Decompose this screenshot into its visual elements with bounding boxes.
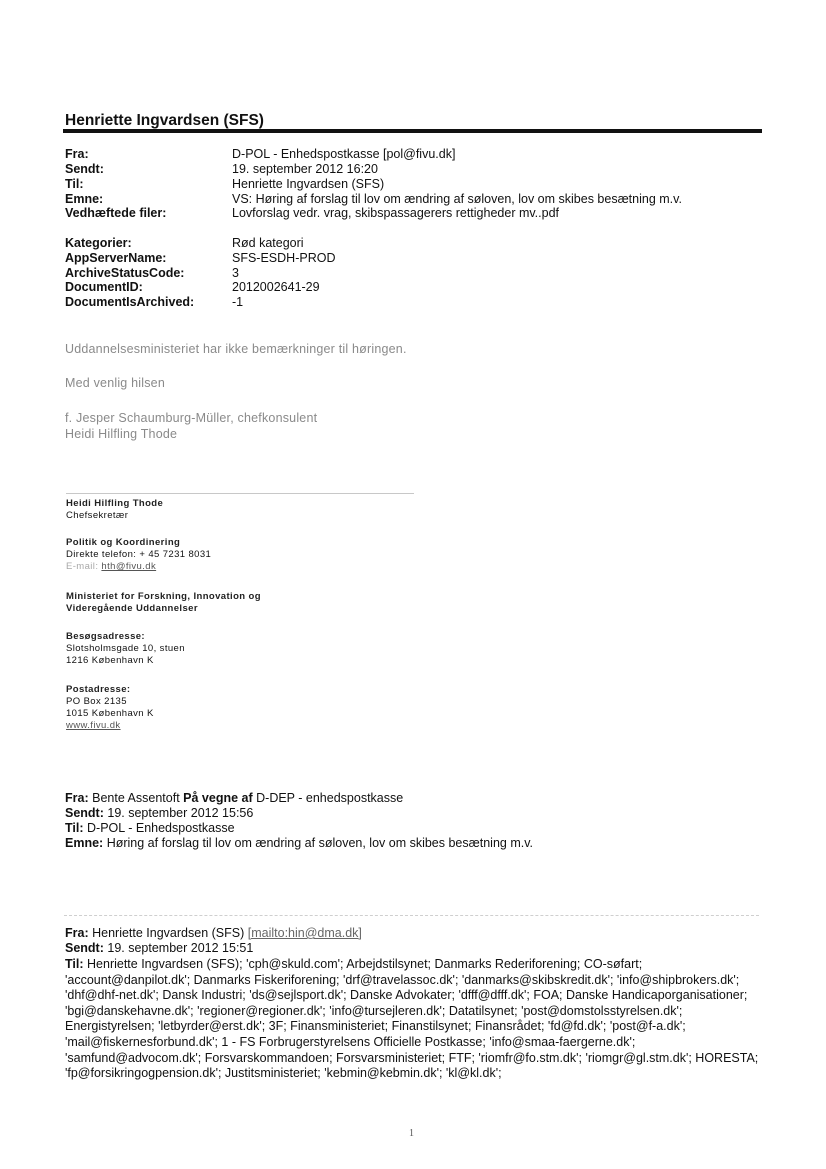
- greeting: Med venlig hilsen: [65, 376, 165, 390]
- sendt-value: 19. september 2012 16:20: [232, 162, 378, 176]
- archive-status-label: ArchiveStatusCode:: [65, 266, 185, 280]
- fwd2-from: Fra: Henriette Ingvardsen (SFS) [mailto:hin@dma.dk]: [65, 926, 362, 940]
- signer-name: Heidi Hilfling Thode: [65, 427, 178, 441]
- message-separator: [64, 915, 759, 916]
- sig-dept: Politik og Koordinering: [66, 537, 181, 548]
- emne-value: VS: Høring af forslag til lov om ændring af søloven, lov om skibes besætning m.v.: [232, 192, 682, 206]
- sig-web-row: [66, 720, 121, 731]
- sig-post-label: Postadresse:: [66, 684, 131, 695]
- fra-label: Fra:: [65, 147, 89, 161]
- til-label: Til:: [65, 177, 84, 191]
- attachments-value[interactable]: Lovforslag vedr. vrag, skibspassagerers rettigheder mv..pdf: [232, 206, 560, 220]
- sig-post-box: PO Box 2135: [66, 696, 127, 707]
- appserver-value: SFS-ESDH-PROD: [232, 251, 336, 265]
- sig-visit-street: Slotsholmsgade 10, stuen: [66, 643, 185, 654]
- fra-value: D-POL - Enhedspostkasse [pol@fivu.dk]: [232, 147, 456, 161]
- document-id-label: DocumentID:: [65, 280, 143, 294]
- sig-email-row: E-mail: hth@fivu.dk: [66, 561, 157, 572]
- signature-divider: [66, 493, 414, 494]
- sig-visit-city: 1216 København K: [66, 655, 154, 666]
- document-archived-label: DocumentIsArchived:: [65, 295, 195, 309]
- document-archived-value: -1: [232, 295, 244, 309]
- owner-name: Henriette Ingvardsen (SFS): [65, 112, 264, 129]
- til-value: Henriette Ingvardsen (SFS): [232, 177, 385, 191]
- fwd2-recipients: Til: Henriette Ingvardsen (SFS); 'cph@skuld.com'; Arbejdstilsynet; Danmarks Rederiforening; CO-søfart; 'account@danpilot.dk'; Danmarks Fiskeriforening; 'drf@travelassoc.dk'; 'danmarks@skibskredit.dk'; 'info@shipbrokers.dk'; 'dhf@dhf-net.dk'; Dansk Industri; 'ds@sejlsport.dk'; Danske Advokater; 'dfff@dfff.dk'; FOA; Danske Handicaporganisationer; 'bgi@danskehavne.dk'; 'regioner@regioner.dk'; 'info@tursejleren.dk'; Datatilsynet; 'post@domstolsstyrelsen.dk'; Energistyrelsen; 'letbyrder@erst.dk'; 3F; Finansministeriet; Finanstilsynet; Finansrådet; 'fd@fd.dk'; 'post@f-a.dk'; 'mail@fiskernesforbund.dk'; 1 - FS Forbrugerstyrelsens Officielle Postkasse; 'info@smaa-faergerne.dk'; 'samfund@advocom.dk'; Forsvarskommandoen; Forsvarsministeriet; FTF; 'riomfr@fo.stm.dk'; 'riomgr@gl.stm.dk'; HORESTA; 'fp@forsikringogpension.dk'; Justitsministeriet; 'kebmin@kebmin.dk'; 'kl@kl.dk';: [65, 957, 759, 1081]
- page-number: 1: [409, 1128, 414, 1139]
- sig-name: Heidi Hilfling Thode: [66, 498, 164, 509]
- sig-ministry: Ministeriet for Forskning, Innovation og: [66, 591, 261, 602]
- emne-label: Emne:: [65, 192, 104, 206]
- appserver-label: AppServerName:: [65, 251, 167, 265]
- fwd2-mailto-link[interactable]: [mailto:hin@dma.dk]: [247, 926, 362, 940]
- sendt-label: Sendt:: [65, 162, 104, 176]
- sig-post-city: 1015 København K: [66, 708, 154, 719]
- sig-phone: Direkte telefon: + 45 7231 8031: [66, 549, 212, 560]
- sig-ministry-2: Videregående Uddannelser: [66, 603, 198, 614]
- fwd1-to: Til: D-POL - Enhedspostkasse: [65, 821, 235, 835]
- categories-label: Kategorier:: [65, 236, 132, 250]
- message-body: Uddannelsesministeriet har ikke bemærkninger til høringen.: [65, 342, 407, 356]
- header-rule: [63, 129, 762, 133]
- fwd2-sent: Sendt: 19. september 2012 15:51: [65, 941, 254, 955]
- categories-value: Rød kategori: [232, 236, 304, 250]
- document-id-value: 2012002641-29: [232, 280, 320, 294]
- archive-status-value: 3: [232, 266, 239, 280]
- sig-email-link[interactable]: hth@fivu.dk: [101, 561, 157, 572]
- sig-title: Chefsekretær: [66, 510, 129, 521]
- sig-web-link[interactable]: www.fivu.dk: [66, 720, 121, 731]
- fwd1-subject: Emne: Høring af forslag til lov om ændring af søloven, lov om skibes besætning m.v.: [65, 836, 534, 850]
- signer-line: f. Jesper Schaumburg-Müller, chefkonsulent: [65, 411, 318, 425]
- attachments-label: Vedhæftede filer:: [65, 206, 167, 220]
- fwd1-from: Fra: Bente Assentoft På vegne af D-DEP - enhedspostkasse: [65, 791, 404, 805]
- sig-visit-label: Besøgsadresse:: [66, 631, 145, 642]
- fwd1-sent: Sendt: 19. september 2012 15:56: [65, 806, 254, 820]
